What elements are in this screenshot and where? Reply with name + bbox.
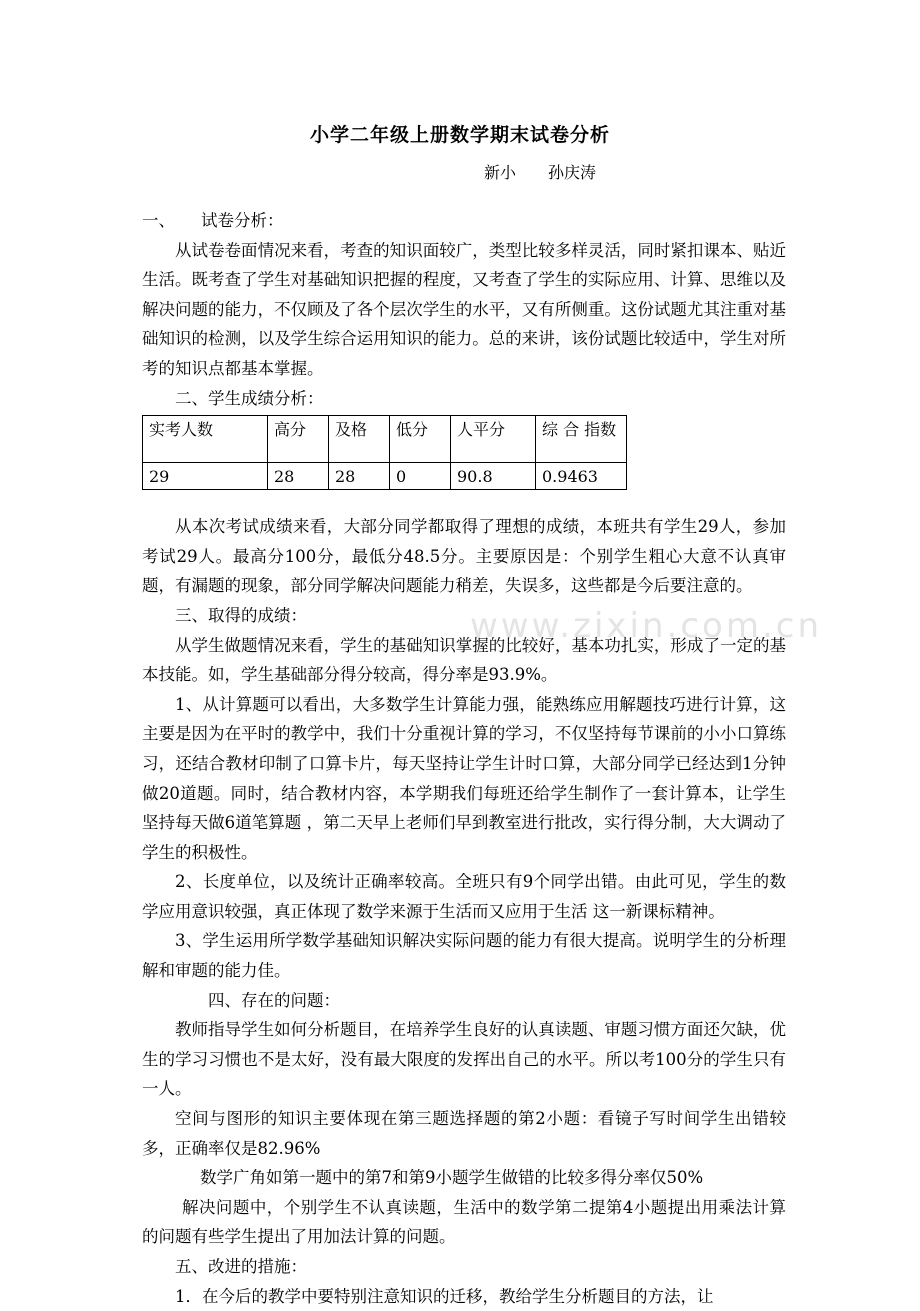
heading-text: 试卷分析：: [201, 211, 284, 230]
list-item: 3、学生运用所学数学基础知识解决实际问题的能力有很大提高。说明学生的分析理解和审题的能力佳。: [142, 931, 786, 981]
table-header-cell: 人平分: [451, 416, 536, 463]
table-cell: 29: [143, 463, 268, 490]
table-header-cell: 低分: [390, 416, 451, 463]
paragraph: 从试卷卷面情况来看，考查的知识面较广，类型比较多样灵活，同时紧扣课本、贴近生活。既考查了学生对基础知识把握的程度，又考查了学生的实际应用、计算、思维以及解决问题的能力，不仅顾及了各个层次学生的水平，又有所侧重。这份试题尤其注重对基础知识的检测，以及学生综合运用知识的能力。总的来讲，该份试题比较适中，学生对所考的知识点都基本掌握。: [142, 240, 786, 378]
table-header-cell: 综 合 指数: [536, 416, 627, 463]
table-cell: 90.8: [451, 463, 536, 490]
watermark: www.zixin.com.cn: [470, 606, 822, 646]
section-heading-3: 三、取得的成绩：: [175, 605, 307, 625]
paragraph: 空间与图形的知识主要体现在第三题选择题的第2小题：看镜子写时间学生出错较多，正确率仅是82.96%: [142, 1109, 786, 1158]
section-heading-4: 四、存在的问题：: [208, 990, 340, 1010]
table-cell: 28: [329, 463, 390, 490]
paragraph: 数学广角如第一题中的第7和第9小题学生做错的比较多得分率仅50%: [200, 1168, 704, 1188]
table-header-cell: 及格: [329, 416, 390, 463]
paragraph: 教师指导学生如何分析题目，在培养学生良好的认真读题、审题习惯方面还欠缺，优生的学习习惯也不是太好，没有最大限度的发挥出自己的水平。所以考100分的学生只有一人。: [142, 1020, 786, 1099]
document-body: [142, 206, 786, 1311]
section-heading-5: 五、改进的措施：: [175, 1257, 307, 1276]
table-header-cell: 高分: [268, 416, 329, 463]
table-header-row: [143, 416, 627, 463]
table-row: [143, 463, 627, 490]
list-item: 1、从计算题可以看出，大多数学生计算能力强，能熟练应用解题技巧进行计算，这主要是因为在平时的教学中，我们十分重视计算的学习，不仅坚持每节课前的小小口算练习，还结合教材印制了口算卡片，每天坚持让学生计时口算，大部分同学已经达到1分钟做20道题。同时，结合教材内容，本学期我们每班还给学生制作了一套计算本，让学生坚持每天做6道笔算题 ，第二天早上老师们早到教室进行批改，实行得分制，大大调动了学生的积极性。: [142, 694, 786, 862]
section-heading-1: [142, 206, 786, 236]
table-cell: 0.9463: [536, 463, 627, 490]
paragraph: 解决问题中，个别学生不认真读题，生活中的数学第二提第4小题提出用乘法计算的问题有些学生提出了用加法计算的问题。: [142, 1197, 786, 1247]
document-title: 小学二年级上册数学期末试卷分析: [309, 124, 610, 146]
heading-number: 一、: [142, 211, 175, 230]
list-item: 1．在今后的教学中要特别注意知识的迁移，教给学生分析题目的方法，让: [175, 1286, 714, 1306]
list-item: 2、长度单位，以及统计正确率较高。全班只有9个同学出错。由此可见，学生的数学应用意识较强，真正体现了数学来源于生活而又应用于生活 这一新课标精神。: [142, 872, 786, 921]
score-table: [142, 415, 627, 490]
section-heading-2: 二、学生成绩分析：: [175, 388, 324, 408]
table-header-cell: 实考人数: [143, 416, 268, 463]
author-line: 新小 孙庆涛: [484, 163, 597, 182]
paragraph: 从本次考试成绩来看，大部分同学都取得了理想的成绩，本班共有学生29人，参加考试29人。最高分100分，最低分48.5分。主要原因是：个别学生粗心大意不认真审题，有漏题的现象，部分同学解决问题能力稍差，失误多，这些都是今后要注意的。: [142, 517, 786, 596]
table-cell: 28: [268, 463, 329, 490]
paragraph: 从学生做题情况来看，学生的基础知识掌握的比较好，基本功扎实，形成了一定的基本技能。如，学生基础部分得分较高，得分率是93.9%。: [142, 635, 786, 685]
table-cell: 0: [390, 463, 451, 490]
